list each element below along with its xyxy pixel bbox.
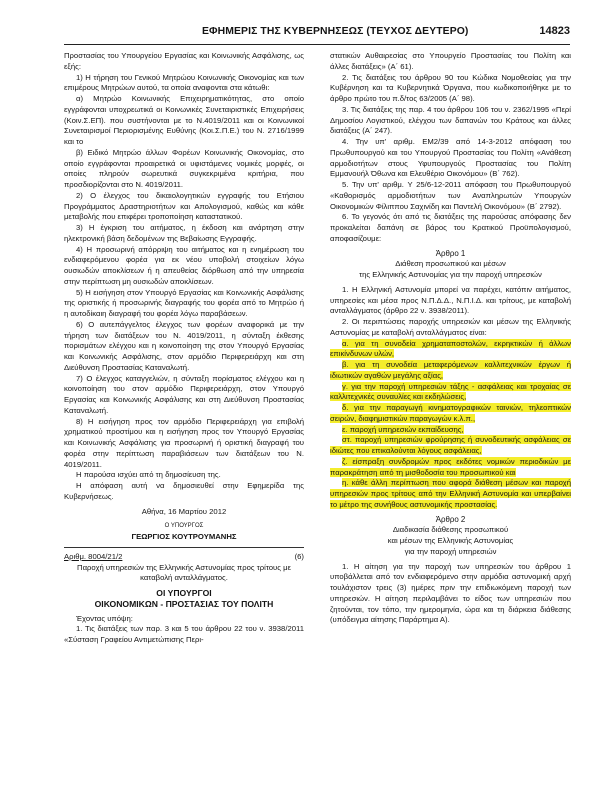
page-number: 14823 [539,25,570,37]
paragraph: 7) Ο έλεγχος καταγγελιών, η σύνταξη πορίσματος ελέγχου και η κοινοποίηση του στον αρμόδιο Περιφερειάρχη, στον Υπουργό Εργασίας και Κοινωνικής Ασφάλισης και στη Διεύθυνση Προστασίας Καταναλωτή. [64,373,304,415]
paragraph: 2. Τις διατάξεις του άρθρου 90 του Κώδικα Νομοθεσίας για την Κυβέρνηση και τα Κυβερνητικά Όργανα, που κωδικοποιήθηκε με το άρθρο πρώτο του π.δ/τος 63/2005 (Α΄ 98). [330,72,571,103]
list-item: δ. για την παραγωγή κινηματογραφικών ταινιών, τηλεοπτικών σειρών, διαφημιστικών παραγωγών κ.λ.π., [330,403,571,423]
signing-date: Αθήνα, 16 Μαρτίου 2012 [141,506,227,516]
paragraph: 6. Το γεγονός ότι από τις διατάξεις της παρούσας απόφασης δεν προκαλείται δαπάνη σε βάρος του Κρατικού Προϋπολογισμού, αποφασίζουμε: [330,212,571,243]
list-item: α. για τη συνοδεία χρηματαποστολών, εκρηκτικών ή άλλων επικίνδυνων υλών, [330,338,571,359]
ministers-heading: ΟΙ ΥΠΟΥΡΓΟΙ [156,588,212,598]
ministers-heading: ΟΙΚΟΝΟΜΙΚΩΝ - ΠΡΟΣΤΑΣΙΑΣ ΤΟΥ ΠΟΛΙΤΗ [94,598,274,609]
article-title: Άρθρο 2 [435,514,466,524]
left-column [64,51,304,646]
paragraph: 1. Τις διατάξεις των παρ. 3 και 5 του άρθρου 22 του ν. 3938/2011 «Σύσταση Γραφείου Αντιμετώπισης Περι- [64,624,304,644]
paragraph: Η παρούσα ισχύει από τη δημοσίευση της. [76,470,221,480]
list-item: η. κάθε άλλη περίπτωση που αφορά διάθεση μέσων και παροχή υπηρεσιών προς τρίτους από την Ελληνική Αστυνομία και υπερβαίνει το μέτρο της συνήθους αστυνομικής προστασίας. [330,478,571,509]
paragraph: 4. Την υπ' αριθμ. ΕΜ2/39 από 14-3-2012 απόφαση του Πρωθυπουργού και του Υπουργού Προστασίας του Πολίτη «Ανάθεση αρμοδιοτήτων στους Υφυπουργούς Προστασίας του Πολίτη Εμμανουήλ Όθωνα και Ελευθέριο Οικονόμου» (Β΄ 762). [330,137,571,179]
list-item: ε. παροχή υπηρεσιών εκπαίδευσης, [342,424,464,434]
paragraph: 8) Η εισήγηση προς τον αρμόδιο Περιφερειάρχη για επιβολή χρηματικού προστίμου και η εισήγηση προς τον Υπουργό Εργασίας και Κοινωνικής Ασφάλισης για προσωρινή ή οριστική διαγραφή του φορέα στην περίπτωση παραβιάσεων των διατάξεων του Ν. 4019/2011. [64,416,304,469]
paragraph: β) Ειδικό Μητρώο άλλων Φορέων Κοινωνικής Οικονομίας, στο οποίο εγγράφονται προαιρετικά οι υφιστάμενες νομικές μορφές, οι οποίες πληρούν σωρευτικά συγκεκριμένα κριτήρια, που προσδιορίζονται στο Ν. 4019/2011. [64,147,304,189]
article-heading: και μέσων της Ελληνικής Αστυνομίας [387,536,514,545]
paragraph: 1. Η Ελληνική Αστυνομία μπορεί να παρέχει, κατόπιν αιτήματος, υπηρεσίες και μέσα προς Ν.Π.Δ.Δ., Ν.Π.Ι.Δ. και τρίτους, με καταβολή ανταλλάγματος (άρθρο 22 ν. 3938/2011). [330,284,571,316]
article-title: Άρθρο 1 [435,248,466,258]
paragraph: Προστασίας του Υπουργείου Εργασίας και Κοινωνικής Ασφάλισης, ως εξής: [64,51,304,71]
paragraph: 5. Την υπ' αριθμ. Υ 25/6-12-2011 απόφαση του Πρωθυπουργού «Καθορισμός αρμοδιοτήτων των Αναπληρωτών Υπουργών Οικονομικών Φίλιππου Σαχινίδη και Παντελή Οικονόμου» (Β΄ 2792). [330,180,571,211]
article-heading: για την παροχή υπηρεσιών [404,546,497,556]
paragraph: 1. Η αίτηση για την παροχή των υπηρεσιών του άρθρου 1 υποβάλλεται από τον ενδιαφερόμενο στην αρμόδια αστυνομική αρχή τουλάχιστον τρεις (3) ημέρες πριν την επιδιωκόμενη παροχή των υπηρεσιών. Η αίτηση περιλαμβάνει το είδος των υπηρεσιών που ζητούνται, τον τόπο, την ημερομηνία, ώρα και τη διάρκεια διάθεσης (υπόδειγμα αίτησης Παράρτημα Α). [330,561,571,625]
paragraph: 3. Τις διατάξεις της παρ. 4 του άρθρου 106 του ν. 2362/1995 «Περί Δημοσίου Λογιστικού, ελέγχου των δαπανών του Κράτους και άλλες διατάξεις (Α΄ 247). [330,104,571,136]
paragraph: 6) Ο αυτεπάγγελτος έλεγχος των φορέων αναφορικά με την τήρηση των διατάξεων του Ν. 4019/2011, η σύνταξη έκθεσης πορισμάτων ελέγχου και η κοινοποίηση της στον Υπουργό Εργασίας και Κοινωνικής Ασφάλισης, στον αρμόδιο Περιφερειάρχη και στη Διεύθυνση Προστασίας Καταναλωτή. [64,319,304,372]
paragraph: 3) Η έγκριση του αιτήματος, η έκδοση και ανάρτηση στην ηλεκτρονική βάση δεδομένων της Βεβαίωσης Εγγραφής. [64,223,304,243]
paragraph: 1) Η τήρηση του Γενικού Μητρώου Κοινωνικής Οικονομίας και των επιμέρους Μητρώων αυτού, τα οποία αναφονται στα κάτωθι: [64,72,304,93]
list-item: γ. για την παροχή υπηρεσιών τάξης - ασφάλειας και τροχαίας σε καλλιτεχνικές συναυλίες και εκδηλώσεις, [330,381,571,402]
list-item: β. για τη συνοδεία μεταφερόμενων καλλιτεχνικών έργων ή ιδιωτικών αγαθών μεγάλης αξίας, [330,360,571,380]
paragraph: α) Μητρώο Κοινωνικής Επιχειρηματικότητας, στο οποίο εγγράφονται υποχρεωτικά οι Κοινωνικές Συνεταιριστικές Επιχειρήσεις (Κοιν.Σ.ΕΠ). που συστήνονται με το Ν.4019/2011 και οι Κοινωνικοί Συνεταιρισμοί Περιορισμένης Ευθύνης (Κοι.Σ.Π.Ε.) του Ν. 2716/1999 και το [64,94,304,146]
decision-tag: (6) [294,551,304,561]
paragraph: στατικών Αυθαιρεσίας στο Υπουργείο Προστασίας του Πολίτη και άλλες διατάξεις» (Α΄ 61). [330,51,571,71]
page-header [64,24,570,45]
decision-number-line [64,547,304,563]
article-heading: της Ελληνικής Αστυνομίας για την παροχή υπηρεσιών [359,270,542,279]
paragraph: 4) Η προσωρινή απόρριψη του αιτήματος και η ενημέρωση του ενδιαφερόμενου φορέα για εκ νέου υποβολή στοιχείων λόγω ουσιωδών αποκλίσεων ή η απευθείας διόρθωση από την υπηρεσία στην περίπτωση μη ουσιωδών αποκλίσεων. [64,244,304,286]
signer-role: Ο ΥΠΟΥΡΓΟΣ [164,523,204,530]
paragraph: 2) Ο έλεγχος του δικαιολογητικών εγγραφής του Ετήσιου Προγράμματος Δραστηριοτήτων και Απολογισμού, καθώς και κάθε μεταβολής που επιφέρει τροποποίηση καταστατικού. [64,190,304,222]
decision-number: Αριθμ. 8004/21/2 [64,551,123,561]
decision-title: Παροχή υπηρεσιών της Ελληνικής Αστυνομίας προς τρίτους με καταβολή ανταλλάγματος. [77,562,291,583]
paragraph: Έχοντας υπόψη: [76,613,133,623]
signer-name: ΓΕΩΡΓΙΟΣ ΚΟΥΤΡΟΥΜΑΝΗΣ [131,532,237,541]
article-heading: Διάθεση προσωπικού και μέσων [395,259,506,269]
right-column [330,51,571,626]
gazette-title: ΕΦΗΜΕΡΙΣ ΤΗΣ ΚΥΒΕΡΝΗΣΕΩΣ (ΤΕΥΧΟΣ ΔΕΥΤΕΡΟ) [202,26,469,37]
paragraph: Η απόφαση αυτή να δημοσιευθεί στην Εφημερίδα της Κυβερνήσεως. [64,481,304,501]
article-heading: Διαδικασία διάθεσης προσωπικού [392,525,509,535]
list-item: ζ. είσπραξη συνδρομών προς εκδότες νομικών περιοδικών με παρακράτηση από τη μισθοδοσία του προσωπικού και [330,456,571,477]
list-item: στ. παροχή υπηρεσιών φρούρησης ή συνοδευτικής ασφάλειας σε ιδιώτες που επικαλούνται λόγους ασφάλειας, [330,435,571,455]
paragraph: 2. Οι περιπτώσεις παροχής υπηρεσιών και μέσων της Ελληνικής Αστυνομίας με καταβολή ανταλλάγματος είναι: [330,317,571,337]
paragraph: 5) Η εισήγηση στον Υπουργό Εργασίας και Κοινωνικής Ασφάλισης της οριστικής ή προσωρινής διαγραφής του φορέα από το Μητρώο ή η αυτοδίκαιη διαγραφή του φορέα λόγω παραβάσεων. [64,287,304,318]
